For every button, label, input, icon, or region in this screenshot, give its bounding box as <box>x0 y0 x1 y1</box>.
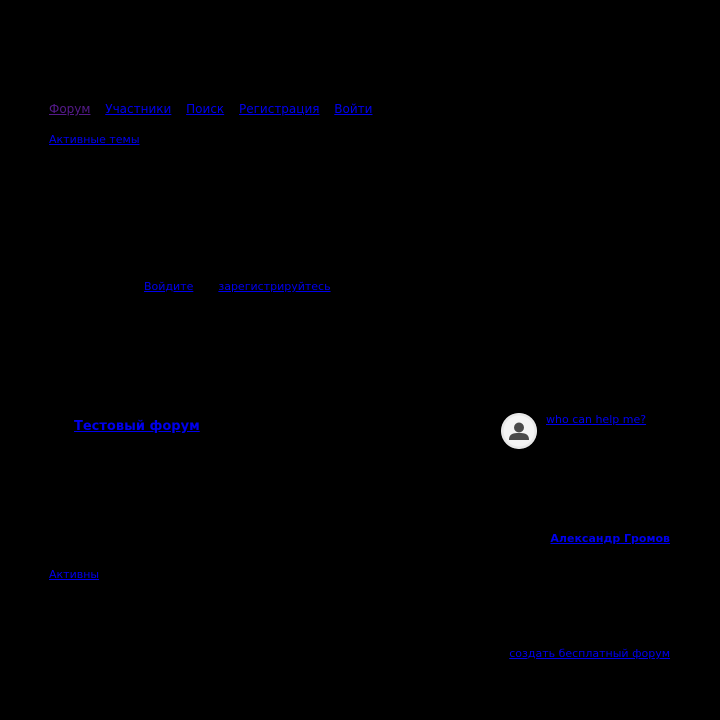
top-navigation <box>49 102 383 116</box>
nav-link-login[interactable]: Войти <box>334 102 373 116</box>
nav-link-members[interactable]: Участники <box>105 102 172 116</box>
nav-link-search[interactable]: Поиск <box>186 102 225 116</box>
author-link[interactable]: Александр Громов <box>550 532 670 545</box>
active-topics-link[interactable]: Активные темы <box>49 133 140 146</box>
nav-link-register[interactable]: Регистрация <box>239 102 320 116</box>
nav-link-forum[interactable]: Форум <box>49 102 91 116</box>
latest-topic-link[interactable]: who can help me? <box>546 413 647 426</box>
active-users-link[interactable]: Активны <box>49 568 100 581</box>
user-silhouette-icon[interactable] <box>501 413 537 449</box>
login-link[interactable]: Войдите <box>144 280 194 293</box>
login-prompt <box>144 280 331 293</box>
forum-title-link[interactable]: Тестовый форум <box>74 419 200 434</box>
register-link[interactable]: зарегистрируйтесь <box>218 280 331 293</box>
create-forum-link[interactable]: создать бесплатный форум <box>509 647 670 660</box>
